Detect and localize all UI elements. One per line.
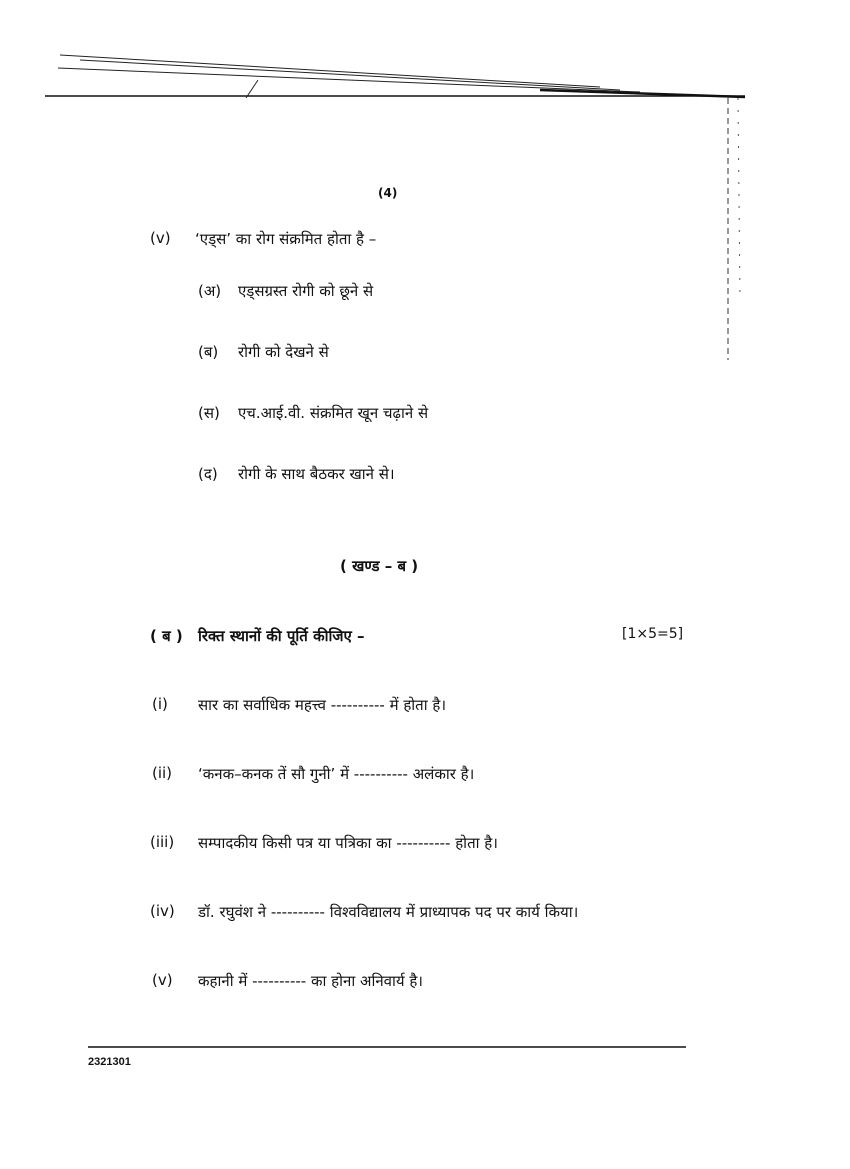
blank-text: कहानी में ---------- का होना अनिवार्य है। (198, 972, 423, 990)
blank-number: (iii) (150, 833, 175, 851)
blank-text: सम्पादकीय किसी पत्र या पत्रिका का ---------- होता है। (198, 834, 498, 852)
blank-text: सार का सर्वाधिक महत्त्व ---------- में होता है। (198, 696, 447, 714)
part-label: ( ब ) (150, 627, 183, 645)
question-text: ‘एड्स’ का रोग संक्रमित होता है – (195, 230, 377, 248)
option-text: रोगी को देखने से (238, 343, 329, 361)
blank-text: ‘कनक–कनक तें सौ गुनी’ में ---------- अलंकार है। (198, 765, 475, 783)
blank-number: (iv) (150, 902, 175, 920)
option-text: एच.आई.वी. संक्रमित खून चढ़ाने से (238, 404, 429, 422)
option-text: एड्सग्रस्त रोगी को छूने से (238, 282, 374, 300)
section-title: ( खण्ड – ब ) (340, 557, 419, 575)
header-line-3 (58, 68, 640, 92)
option-text: रोगी के साथ बैठकर खाने से। (238, 465, 395, 483)
blank-text: डॉ. रघुवंश ने ---------- विश्वविद्यालय में प्राध्यापक पद पर कार्य किया। (198, 903, 579, 921)
option-label: (अ) (198, 282, 222, 300)
option-label: (द) (198, 465, 218, 483)
blank-number: (v) (152, 971, 173, 989)
blank-number: (ii) (152, 764, 173, 782)
page-number: (4) (378, 186, 398, 200)
option-label: (स) (198, 404, 220, 422)
marks: [1×5=5] (622, 626, 684, 642)
blank-number: (i) (152, 695, 168, 713)
part-title: रिक्त स्थानों की पूर्ति कीजिए – (198, 627, 365, 645)
option-label: (ब) (198, 343, 219, 361)
header-line-2 (80, 60, 620, 90)
question-number: (v) (150, 229, 171, 247)
right-edge-dots (738, 98, 740, 300)
paper-code: 2321301 (88, 1056, 131, 1068)
